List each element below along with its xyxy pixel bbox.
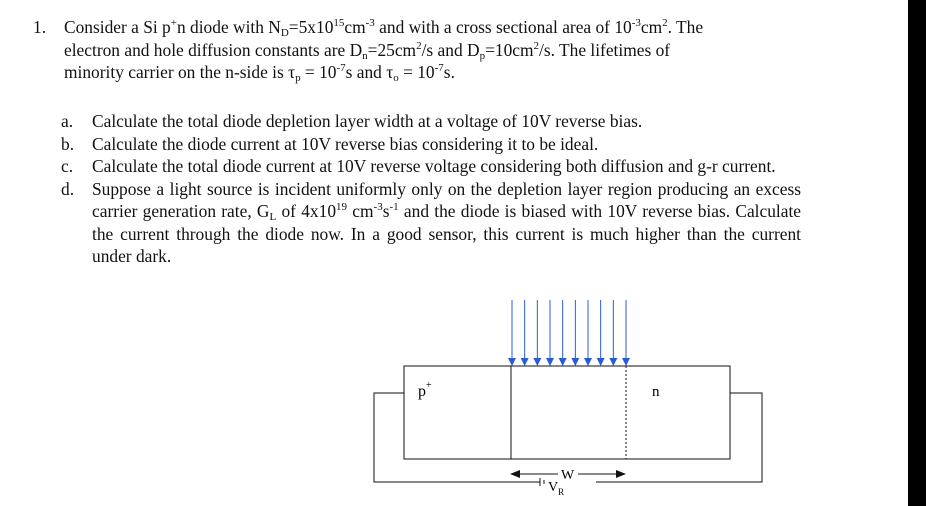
superscript: 19 bbox=[336, 201, 348, 213]
statement-line-1 bbox=[64, 16, 824, 39]
text-run: minority carrier on the n-side is τ bbox=[64, 62, 296, 82]
statement-line-2 bbox=[64, 39, 824, 62]
sub-question-text: Calculate the diode current at 10V reverse bias considering it to be ideal. bbox=[92, 133, 599, 154]
sub-question-d bbox=[61, 178, 801, 268]
right-wire bbox=[596, 393, 762, 482]
superscript: -3 bbox=[631, 17, 641, 29]
text-run: /s and D bbox=[421, 39, 480, 60]
text-run: Consider a Si p bbox=[64, 17, 171, 37]
text-run: s bbox=[382, 201, 390, 221]
superscript: 2 bbox=[662, 17, 668, 29]
n-label: n bbox=[652, 384, 660, 400]
text-run: = 10 bbox=[398, 62, 435, 82]
superscript: -3 bbox=[373, 201, 383, 213]
text-run: . The bbox=[667, 17, 704, 37]
light-arrow-head bbox=[571, 358, 579, 366]
depletion-width-label: W bbox=[561, 468, 575, 483]
light-arrow-head bbox=[584, 358, 592, 366]
sub-question-c bbox=[61, 155, 801, 178]
diode-body bbox=[404, 366, 730, 459]
superscript: -7 bbox=[336, 62, 346, 74]
superscript: 2 bbox=[533, 39, 540, 52]
light-arrow-head bbox=[622, 358, 630, 366]
subscript: o bbox=[393, 72, 399, 84]
sub-question-label: a. bbox=[61, 111, 74, 131]
right-edge-bar bbox=[908, 0, 926, 506]
light-arrow-head bbox=[521, 358, 529, 366]
text-run: cm bbox=[640, 17, 663, 37]
incident-light-arrows bbox=[508, 300, 630, 366]
question-statement bbox=[64, 16, 824, 84]
reverse-voltage-label: $V_R$ bbox=[548, 480, 565, 497]
question-number: 1. bbox=[33, 17, 47, 37]
pn-diode-diagram bbox=[360, 290, 780, 502]
light-arrow-head bbox=[559, 358, 567, 366]
text-run: /s. The lifetimes of bbox=[539, 39, 671, 60]
text-run: cm bbox=[347, 201, 374, 221]
text-run: of 4x10 bbox=[276, 201, 337, 221]
text-run: n diode with N bbox=[176, 17, 281, 37]
left-wire bbox=[374, 393, 540, 482]
text-run: and the diode is biased with 10V reverse bias. Calculate the current through the diode now. In a good sensor, this current is much higher than the current under dark. bbox=[92, 201, 802, 266]
p-plus-label: p+ bbox=[418, 380, 432, 400]
subscript: p bbox=[479, 49, 486, 62]
subscript: D bbox=[280, 27, 289, 39]
text-run: Suppose a light source is incident uniformly only on the depletion layer region producing an excess carrier generation rate, G bbox=[92, 178, 801, 221]
text-run: =5x10 bbox=[288, 17, 334, 37]
text-run: =10cm bbox=[485, 39, 534, 60]
sub-question-label: c. bbox=[61, 156, 74, 176]
statement-line-3 bbox=[64, 61, 824, 84]
w-arrow-right-head bbox=[616, 470, 626, 478]
sub-question-label: d. bbox=[61, 178, 75, 199]
text-run: =25cm bbox=[367, 39, 417, 60]
superscript: 15 bbox=[333, 17, 345, 29]
sub-question-list bbox=[61, 110, 801, 268]
text-run: s and τ bbox=[345, 62, 394, 82]
sub-question-text: Calculate the total diode current at 10V reverse voltage considering both diffusion and g-r current. bbox=[92, 156, 776, 176]
sub-question-a bbox=[61, 110, 801, 133]
superscript: -7 bbox=[434, 62, 444, 74]
text-run: s. bbox=[443, 62, 455, 82]
sub-question-text bbox=[92, 178, 801, 268]
light-arrow-head bbox=[508, 358, 516, 366]
text-run: electron and hole diffusion constants are D bbox=[64, 39, 363, 60]
superscript: + bbox=[170, 17, 177, 29]
light-arrow-head bbox=[546, 358, 554, 366]
superscript: -3 bbox=[365, 17, 375, 29]
text-run: = 10 bbox=[300, 62, 337, 82]
light-arrow-head bbox=[609, 358, 617, 366]
light-arrow-head bbox=[533, 358, 541, 366]
sub-question-b bbox=[61, 133, 801, 156]
w-arrow-left-head bbox=[510, 470, 520, 478]
light-arrow-head bbox=[597, 358, 605, 366]
text-run: cm bbox=[344, 17, 366, 37]
text-run: and with a cross sectional area of 10 bbox=[374, 17, 632, 37]
sub-question-text: Calculate the total diode depletion layer width at a voltage of 10V reverse bias. bbox=[92, 111, 643, 131]
subscript: p bbox=[295, 72, 301, 84]
subscript: n bbox=[362, 49, 368, 62]
superscript: 2 bbox=[416, 39, 422, 52]
subscript: L bbox=[269, 211, 277, 223]
sub-question-label: b. bbox=[61, 133, 75, 154]
superscript: -1 bbox=[389, 201, 399, 213]
